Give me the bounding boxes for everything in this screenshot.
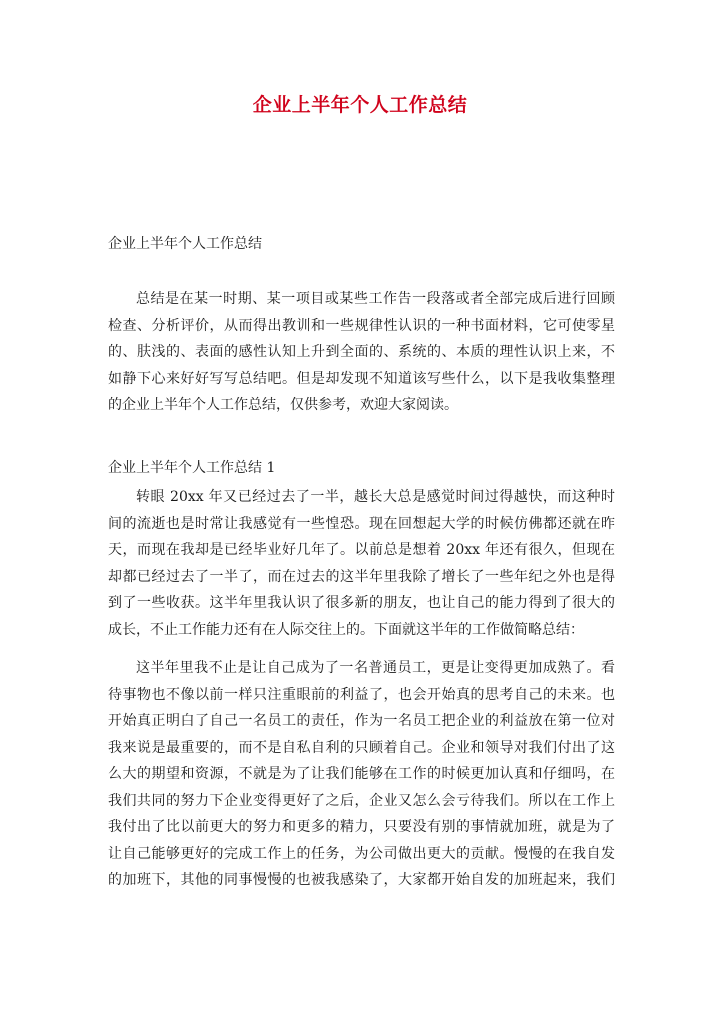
paragraph-line: 总结是在某一时期、某一项目或某些工作告一段落或者全部完成后进行回顾: [136, 291, 615, 307]
paragraph-line: 开始真正明白了自己一名员工的责任，作为一名员工把企业的利益放在第一位对: [108, 713, 615, 729]
paragraph-line: 我们共同的努力下企业变得更好了之后，企业又怎么会亏待我们。所以在工作上: [108, 792, 615, 809]
paragraph-line: 到了一些收获。这半年里我认识了很多新的朋友，也让自己的能力得到了很大的: [108, 595, 615, 611]
intro-paragraph: [108, 286, 615, 419]
paragraph-line: 却都已经过去了一半了，而在过去的这半年里我除了增长了一些年纪之外也是得: [108, 568, 615, 585]
paragraph-line: 的企业上半年个人工作总结，仅供参考，欢迎大家阅读。: [108, 397, 458, 413]
body-paragraph-2: [108, 655, 615, 894]
document-subtitle: 企业上半年个人工作总结: [108, 236, 262, 252]
document-title: 企业上半年个人工作总结: [252, 94, 468, 116]
paragraph-line: 间的流逝也是时常让我感觉有一些惶恐。现在回想起大学的时候仿佛都还就在昨: [108, 515, 615, 532]
paragraph-line: 我付出了比以前更大的努力和更多的精力，只要没有别的事情就加班，就是为了: [108, 819, 615, 835]
paragraph-line: 么大的期望和资源，不就是为了让我们能够在工作的时候更加认真和仔细吗，在: [108, 766, 615, 782]
paragraph-line: 我来说是最重要的，而不是自私自利的只顾着自己。企业和领导对我们付出了这: [108, 739, 615, 756]
section-heading: 企业上半年个人工作总结 1: [108, 460, 276, 476]
paragraph-line: 让自己能够更好的完成工作上的任务，为公司做出更大的贡献。慢慢的在我自发: [108, 845, 615, 862]
paragraph-line: 如静下心来好好写写总结吧。但是却发现不知道该写些什么，以下是我收集整理: [108, 370, 615, 387]
paragraph-line: 检查、分析评价，从而得出教训和一些规律性认识的一种书面材料，它可使零星: [108, 317, 615, 334]
body-paragraph-1: [108, 484, 615, 643]
paragraph-line: 待事物也不像以前一样只注重眼前的利益了，也会开始真的思考自己的未来。也: [108, 686, 615, 703]
paragraph-line: 天，而现在我却是已经毕业好几年了。以前总是想着 20xx 年还有很久，但现在: [108, 542, 615, 558]
paragraph-line: 的加班下，其他的同事慢慢的也被我感染了，大家都开始自发的加班起来，我们: [108, 872, 615, 888]
paragraph-line: 转眼 20xx 年又已经过去了一半，越长大总是感觉时间过得越快，而这种时: [136, 489, 615, 505]
paragraph-line: 这半年里我不止是让自己成为了一名普通员工，更是让变得更加成熟了。看: [136, 660, 615, 676]
paragraph-line: 的、肤浅的、表面的感性认知上升到全面的、系统的、本质的理性认识上来，不: [108, 344, 615, 360]
paragraph-line: 成长，不止工作能力还有在人际交往上的。下面就这半年的工作做简略总结：: [108, 621, 584, 638]
